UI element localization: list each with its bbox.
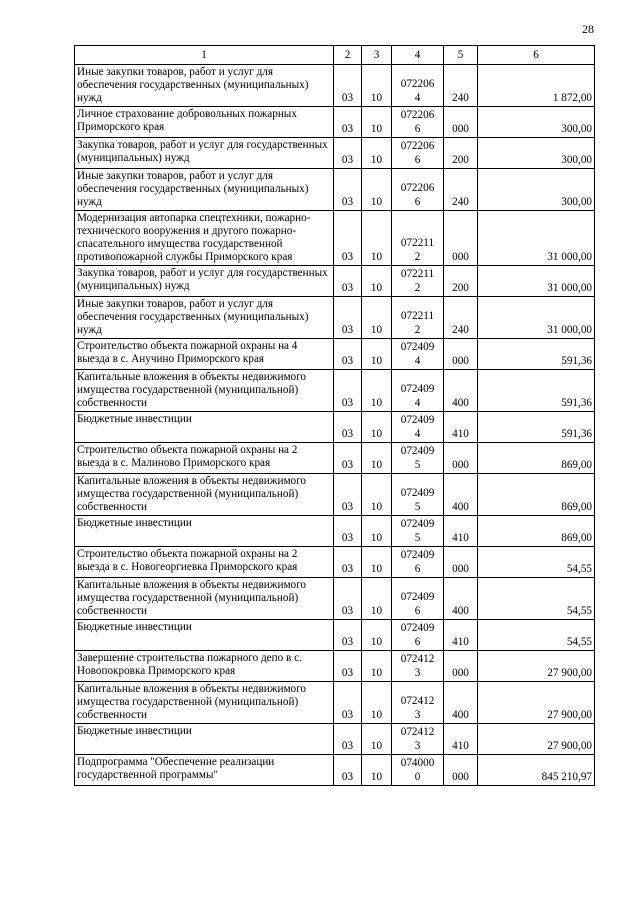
row-name-cell: Капитальные вложения в объекты недвижимого имущества государственной (муниципальной) собственности <box>75 370 334 412</box>
table-row <box>75 169 595 211</box>
target-code-cell <box>392 755 444 786</box>
target-code-part: 072409 <box>400 383 435 395</box>
subsection-code-cell: 10 <box>362 370 392 412</box>
page-number: 28 <box>582 22 594 36</box>
header-cell: 2 <box>334 46 362 65</box>
target-code-part: 0 <box>414 771 421 783</box>
expense-type-cell: 400 <box>444 682 478 724</box>
section-code-cell: 03 <box>334 516 362 547</box>
expense-type-cell: 240 <box>444 297 478 339</box>
amount-cell: 54,55 <box>478 547 595 578</box>
subsection-code-cell: 10 <box>362 547 392 578</box>
section-code-cell: 03 <box>334 412 362 443</box>
row-name-cell: Бюджетные инвестиции <box>75 724 334 755</box>
expense-type-cell: 400 <box>444 474 478 516</box>
table-row <box>75 516 595 547</box>
target-code-part: 6 <box>414 605 421 617</box>
subsection-code-cell: 10 <box>362 651 392 682</box>
target-code-part: 072409 <box>400 341 435 353</box>
subsection-code-cell: 10 <box>362 412 392 443</box>
row-name-cell: Бюджетные инвестиции <box>75 516 334 547</box>
subsection-code-cell: 10 <box>362 169 392 211</box>
amount-cell: 31 000,00 <box>478 297 595 339</box>
section-code-cell: 03 <box>334 651 362 682</box>
row-name-cell: Капитальные вложения в объекты недвижимого имущества государственной (муниципальной) собственности <box>75 682 334 724</box>
target-code-cell <box>392 65 444 107</box>
subsection-code-cell: 10 <box>362 65 392 107</box>
target-code-cell <box>392 211 444 266</box>
section-code-cell: 03 <box>334 211 362 266</box>
row-name-cell: Строительство объекта пожарной охраны на 2 выезда в с. Новогеоргиевка Приморского края <box>75 547 334 578</box>
amount-cell: 54,55 <box>478 620 595 651</box>
target-code-cell <box>392 370 444 412</box>
section-code-cell: 03 <box>334 339 362 370</box>
target-code-part: 3 <box>414 709 421 721</box>
target-code-part: 072409 <box>400 591 435 603</box>
subsection-code-cell: 10 <box>362 620 392 651</box>
amount-cell: 300,00 <box>478 169 595 211</box>
expense-type-cell: 000 <box>444 107 478 138</box>
target-code-part: 072206 <box>400 182 435 194</box>
target-code-cell <box>392 620 444 651</box>
target-code-cell <box>392 578 444 620</box>
expense-type-cell: 200 <box>444 266 478 297</box>
section-code-cell: 03 <box>334 724 362 755</box>
table-row <box>75 724 595 755</box>
section-code-cell: 03 <box>334 297 362 339</box>
expense-type-cell: 000 <box>444 211 478 266</box>
table-row <box>75 578 595 620</box>
target-code-part: 072211 <box>400 310 435 322</box>
amount-cell: 31 000,00 <box>478 211 595 266</box>
target-code-cell <box>392 682 444 724</box>
row-name-cell: Иные закупки товаров, работ и услуг для обеспечения государственных (муниципальных) нужд <box>75 169 334 211</box>
table-row <box>75 297 595 339</box>
table-row <box>75 211 595 266</box>
section-code-cell: 03 <box>334 682 362 724</box>
table-row <box>75 682 595 724</box>
row-name-cell: Завершение строительства пожарного депо в с. Новопокровка Приморского края <box>75 651 334 682</box>
amount-cell: 27 900,00 <box>478 724 595 755</box>
target-code-part: 2 <box>414 251 421 263</box>
target-code-part: 3 <box>414 740 421 752</box>
target-code-part: 072412 <box>400 695 435 707</box>
amount-cell: 869,00 <box>478 516 595 547</box>
row-name-cell: Закупка товаров, работ и услуг для государственных (муниципальных) нужд <box>75 138 334 169</box>
row-name-cell: Капитальные вложения в объекты недвижимого имущества государственной (муниципальной) собственности <box>75 474 334 516</box>
subsection-code-cell: 10 <box>362 266 392 297</box>
section-code-cell: 03 <box>334 370 362 412</box>
target-code-part: 072412 <box>400 726 435 738</box>
target-code-cell <box>392 443 444 474</box>
expense-type-cell: 410 <box>444 516 478 547</box>
table-header-row <box>75 46 595 65</box>
expense-type-cell: 400 <box>444 370 478 412</box>
target-code-part: 072211 <box>400 237 435 249</box>
expense-type-cell: 000 <box>444 339 478 370</box>
subsection-code-cell: 10 <box>362 682 392 724</box>
expense-type-cell: 000 <box>444 755 478 786</box>
target-code-cell <box>392 339 444 370</box>
target-code-part: 4 <box>414 428 421 440</box>
target-code-cell <box>392 724 444 755</box>
target-code-cell <box>392 651 444 682</box>
expense-type-cell: 240 <box>444 65 478 107</box>
target-code-part: 074000 <box>400 757 435 769</box>
amount-cell: 1 872,00 <box>478 65 595 107</box>
subsection-code-cell: 10 <box>362 339 392 370</box>
section-code-cell: 03 <box>334 443 362 474</box>
section-code-cell: 03 <box>334 169 362 211</box>
row-name-cell: Иные закупки товаров, работ и услуг для обеспечения государственных (муниципальных) нужд <box>75 297 334 339</box>
amount-cell: 54,55 <box>478 578 595 620</box>
subsection-code-cell: 10 <box>362 578 392 620</box>
target-code-part: 072409 <box>400 622 435 634</box>
subsection-code-cell: 10 <box>362 724 392 755</box>
target-code-part: 072206 <box>400 109 435 121</box>
subsection-code-cell: 10 <box>362 297 392 339</box>
section-code-cell: 03 <box>334 620 362 651</box>
amount-cell: 31 000,00 <box>478 266 595 297</box>
header-cell: 3 <box>362 46 392 65</box>
amount-cell: 300,00 <box>478 107 595 138</box>
target-code-part: 4 <box>414 397 421 409</box>
row-name-cell: Модернизация автопарка спецтехники, пожарно-технического вооружения и другого пожарно-спасательного имущества государственной противопожарной службы Приморского края <box>75 211 334 266</box>
table-row <box>75 651 595 682</box>
subsection-code-cell: 10 <box>362 211 392 266</box>
subsection-code-cell: 10 <box>362 443 392 474</box>
target-code-part: 072206 <box>400 78 435 90</box>
expense-type-cell: 000 <box>444 651 478 682</box>
target-code-part: 072206 <box>400 140 435 152</box>
row-name-cell: Личное страхование добровольных пожарных Приморского края <box>75 107 334 138</box>
expense-type-cell: 410 <box>444 620 478 651</box>
header-cell: 5 <box>444 46 478 65</box>
amount-cell: 27 900,00 <box>478 651 595 682</box>
subsection-code-cell: 10 <box>362 755 392 786</box>
target-code-cell <box>392 474 444 516</box>
row-name-cell: Строительство объекта пожарной охраны на 2 выезда в с. Малиново Приморского края <box>75 443 334 474</box>
target-code-part: 5 <box>414 501 421 513</box>
subsection-code-cell: 10 <box>362 474 392 516</box>
expense-type-cell: 000 <box>444 547 478 578</box>
target-code-part: 072409 <box>400 518 435 530</box>
section-code-cell: 03 <box>334 65 362 107</box>
target-code-part: 5 <box>414 532 421 544</box>
amount-cell: 845 210,97 <box>478 755 595 786</box>
target-code-part: 6 <box>414 196 421 208</box>
table-row <box>75 65 595 107</box>
header-cell: 1 <box>75 46 334 65</box>
table-row <box>75 474 595 516</box>
subsection-code-cell: 10 <box>362 138 392 169</box>
section-code-cell: 03 <box>334 266 362 297</box>
table-row <box>75 107 595 138</box>
expense-type-cell: 200 <box>444 138 478 169</box>
target-code-cell <box>392 266 444 297</box>
target-code-part: 2 <box>414 282 421 294</box>
target-code-part: 072412 <box>400 653 435 665</box>
section-code-cell: 03 <box>334 578 362 620</box>
table-row <box>75 547 595 578</box>
table-row <box>75 412 595 443</box>
row-name-cell: Строительство объекта пожарной охраны на 4 выезда в с. Анучино Приморского края <box>75 339 334 370</box>
row-name-cell: Капитальные вложения в объекты недвижимого имущества государственной (муниципальной) собственности <box>75 578 334 620</box>
amount-cell: 27 900,00 <box>478 682 595 724</box>
row-name-cell: Закупка товаров, работ и услуг для государственных (муниципальных) нужд <box>75 266 334 297</box>
header-cell: 6 <box>478 46 595 65</box>
table-row <box>75 266 595 297</box>
target-code-part: 4 <box>414 92 421 104</box>
target-code-cell <box>392 169 444 211</box>
subsection-code-cell: 10 <box>362 107 392 138</box>
target-code-part: 6 <box>414 563 421 575</box>
target-code-part: 2 <box>414 324 421 336</box>
target-code-part: 072409 <box>400 445 435 457</box>
expense-type-cell: 000 <box>444 443 478 474</box>
table-row <box>75 443 595 474</box>
target-code-part: 072409 <box>400 414 435 426</box>
section-code-cell: 03 <box>334 138 362 169</box>
expense-type-cell: 410 <box>444 412 478 443</box>
amount-cell: 591,36 <box>478 339 595 370</box>
expense-type-cell: 400 <box>444 578 478 620</box>
target-code-part: 072211 <box>400 268 435 280</box>
target-code-cell <box>392 412 444 443</box>
table-row <box>75 620 595 651</box>
row-name-cell: Бюджетные инвестиции <box>75 412 334 443</box>
target-code-part: 6 <box>414 123 421 135</box>
target-code-cell <box>392 547 444 578</box>
target-code-part: 5 <box>414 459 421 471</box>
amount-cell: 869,00 <box>478 443 595 474</box>
budget-table <box>74 45 595 786</box>
subsection-code-cell: 10 <box>362 516 392 547</box>
table-row <box>75 339 595 370</box>
target-code-part: 3 <box>414 667 421 679</box>
section-code-cell: 03 <box>334 107 362 138</box>
target-code-part: 6 <box>414 154 421 166</box>
section-code-cell: 03 <box>334 547 362 578</box>
row-name-cell: Иные закупки товаров, работ и услуг для обеспечения государственных (муниципальных) нужд <box>75 65 334 107</box>
section-code-cell: 03 <box>334 474 362 516</box>
row-name-cell: Подпрограмма "Обеспечение реализации государственной программы" <box>75 755 334 786</box>
table-row <box>75 138 595 169</box>
target-code-part: 4 <box>414 355 421 367</box>
amount-cell: 591,36 <box>478 370 595 412</box>
expense-type-cell: 410 <box>444 724 478 755</box>
target-code-cell <box>392 107 444 138</box>
table-row <box>75 755 595 786</box>
amount-cell: 591,36 <box>478 412 595 443</box>
section-code-cell: 03 <box>334 755 362 786</box>
header-cell: 4 <box>392 46 444 65</box>
table-row <box>75 370 595 412</box>
row-name-cell: Бюджетные инвестиции <box>75 620 334 651</box>
amount-cell: 869,00 <box>478 474 595 516</box>
target-code-part: 072409 <box>400 487 435 499</box>
target-code-cell <box>392 297 444 339</box>
target-code-part: 6 <box>414 636 421 648</box>
expense-type-cell: 240 <box>444 169 478 211</box>
target-code-part: 072409 <box>400 549 435 561</box>
target-code-cell <box>392 516 444 547</box>
amount-cell: 300,00 <box>478 138 595 169</box>
target-code-cell <box>392 138 444 169</box>
